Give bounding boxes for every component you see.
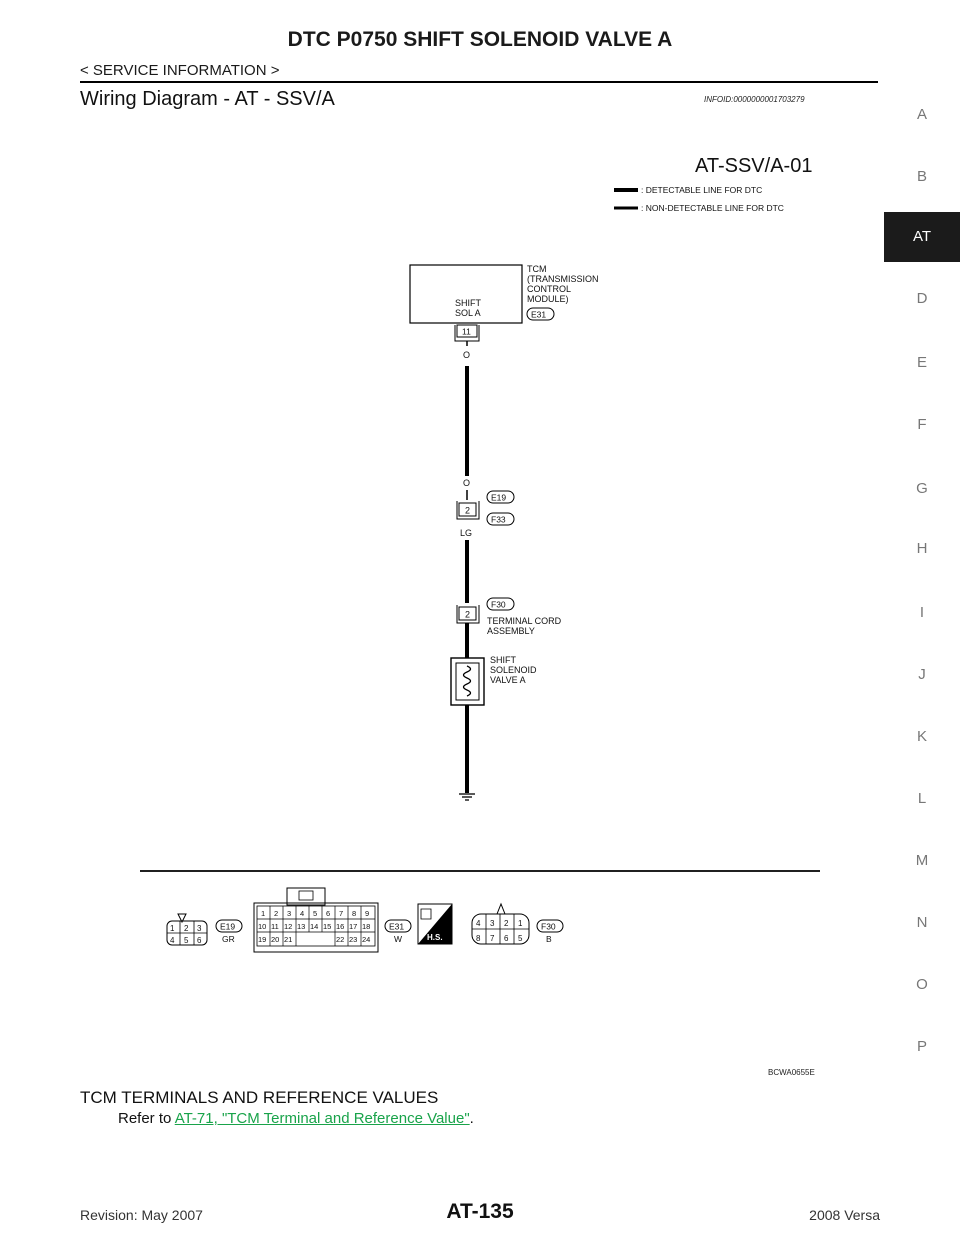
e31-pin-23: 23 bbox=[349, 935, 358, 944]
e31-pin-10: 10 bbox=[258, 922, 267, 931]
side-tab-m[interactable]: M bbox=[915, 852, 929, 869]
e31-pin-24: 24 bbox=[362, 935, 371, 944]
legend-non-detectable-text: : NON-DETECTABLE LINE FOR DTC bbox=[641, 203, 784, 213]
e31-pin-1: 1 bbox=[261, 909, 266, 918]
tcm-terminals-heading: TCM TERMINALS AND REFERENCE VALUES bbox=[80, 1088, 439, 1107]
tcm-pin-label-2: SOL A bbox=[455, 308, 481, 318]
solenoid-coil bbox=[464, 666, 471, 696]
e19-pin-5: 5 bbox=[184, 936, 189, 945]
e31-pin-17: 17 bbox=[349, 922, 358, 931]
solenoid-inner bbox=[456, 663, 479, 700]
e19-pin-6: 6 bbox=[197, 936, 202, 945]
side-tab-k[interactable]: K bbox=[916, 728, 927, 745]
footer-model: 2008 Versa bbox=[809, 1207, 880, 1223]
legend-detectable-text: : DETECTABLE LINE FOR DTC bbox=[641, 185, 763, 195]
wire-color-lower: LG bbox=[460, 528, 473, 538]
refer-line bbox=[118, 1110, 474, 1127]
side-tab-h[interactable]: H bbox=[916, 540, 928, 557]
section-title: Wiring Diagram - AT - SSV/A bbox=[80, 88, 335, 110]
solenoid-label-3: VALVE A bbox=[490, 675, 526, 685]
tc-label-2: ASSEMBLY bbox=[487, 626, 535, 636]
side-tab-l[interactable]: L bbox=[917, 790, 927, 807]
e31-pin-5: 5 bbox=[313, 909, 318, 918]
page-title: DTC P0750 SHIFT SOLENOID VALVE A bbox=[287, 28, 673, 51]
e31-pin-20: 20 bbox=[271, 935, 280, 944]
e31-pin-7: 7 bbox=[339, 909, 344, 918]
f30-pin-6: 6 bbox=[504, 934, 509, 943]
e31-pin-14: 14 bbox=[310, 922, 319, 931]
e19-connector-id: E19 bbox=[220, 921, 236, 932]
section-breadcrumb: < SERVICE INFORMATION > bbox=[80, 62, 280, 79]
e31-pin-19: 19 bbox=[258, 935, 267, 944]
side-tab-g[interactable]: G bbox=[916, 480, 928, 497]
e31-pin-21: 21 bbox=[284, 935, 293, 944]
hs-harness-side-icon bbox=[418, 904, 452, 944]
side-tab-b[interactable]: B bbox=[916, 168, 927, 185]
solenoid-label-1: SHIFT bbox=[490, 655, 516, 665]
image-code: BCWA0655E bbox=[768, 1068, 815, 1077]
f30-pin-1: 1 bbox=[518, 919, 523, 928]
e31-pin-13: 13 bbox=[297, 922, 306, 931]
e31-pin-12: 12 bbox=[284, 922, 293, 931]
f30-pin-3: 3 bbox=[490, 919, 495, 928]
joint-pin-number: 2 bbox=[465, 505, 471, 516]
f30-pin-5: 5 bbox=[518, 934, 523, 943]
e31-pin-9: 9 bbox=[365, 909, 370, 918]
joint-connector-2: F33 bbox=[491, 514, 506, 525]
f30-connector-id: F30 bbox=[541, 921, 556, 932]
tc-label-1: TERMINAL CORD bbox=[487, 616, 562, 626]
tcm-connector-id: E31 bbox=[531, 309, 547, 320]
refer-link[interactable]: AT-71, "TCM Terminal and Reference Value" bbox=[174, 1110, 470, 1127]
e31-key bbox=[287, 888, 325, 905]
refer-prefix: Refer to bbox=[118, 1110, 175, 1127]
e31-pin-2: 2 bbox=[274, 909, 279, 918]
side-tab-p[interactable]: P bbox=[916, 1038, 927, 1055]
e19-pin-3: 3 bbox=[197, 924, 202, 933]
tc-pin-number: 2 bbox=[465, 609, 471, 620]
e31-pin-11: 11 bbox=[271, 922, 279, 931]
e31-pin-3: 3 bbox=[287, 909, 292, 918]
refer-suffix: . bbox=[469, 1110, 474, 1127]
e31-pin-4: 4 bbox=[300, 909, 305, 918]
e31-pin-22: 22 bbox=[336, 935, 345, 944]
f30-key-icon bbox=[497, 904, 505, 914]
e31-pin-6: 6 bbox=[326, 909, 331, 918]
e19-pin-4: 4 bbox=[170, 936, 175, 945]
f30-wire-color: B bbox=[546, 934, 552, 944]
tcm-label-4: MODULE) bbox=[527, 294, 569, 304]
tcm-pin-label-1: SHIFT bbox=[455, 298, 481, 308]
side-tab-j[interactable]: J bbox=[918, 666, 926, 683]
tcm-pin-number: 11 bbox=[462, 326, 471, 337]
e31-connector-id: E31 bbox=[389, 921, 405, 932]
e31-pin-8: 8 bbox=[352, 909, 357, 918]
diagram-code: AT-SSV/A-01 bbox=[695, 155, 813, 177]
f30-pin-8: 8 bbox=[476, 934, 481, 943]
e19-pin-1: 1 bbox=[170, 924, 175, 933]
e31-pin-16: 16 bbox=[336, 922, 345, 931]
e31-pin-18: 18 bbox=[362, 922, 371, 931]
svg-text:H.S.: H.S. bbox=[427, 933, 443, 942]
side-tab-a[interactable]: A bbox=[916, 106, 927, 123]
side-tab-i[interactable]: I bbox=[919, 604, 925, 621]
e31-wire-color: W bbox=[394, 934, 403, 944]
tcm-label-1: TCM bbox=[527, 264, 547, 274]
info-id: INFOID:0000000001703279 bbox=[704, 95, 805, 104]
e19-pin-2: 2 bbox=[184, 924, 189, 933]
tcm-label-2: (TRANSMISSION bbox=[527, 274, 599, 284]
tcm-label-3: CONTROL bbox=[527, 284, 572, 294]
f30-pin-7: 7 bbox=[490, 934, 495, 943]
side-tab-at[interactable]: AT bbox=[884, 212, 960, 262]
solenoid-label-2: SOLENOID bbox=[490, 665, 537, 675]
side-tab-e[interactable]: E bbox=[916, 354, 927, 371]
f30-pin-4: 4 bbox=[476, 919, 481, 928]
side-tab-d[interactable]: D bbox=[916, 290, 928, 307]
tc-connector-id: F30 bbox=[491, 599, 506, 610]
side-tab-o[interactable]: O bbox=[916, 976, 928, 993]
f30-pin-2: 2 bbox=[504, 919, 509, 928]
side-tab-f[interactable]: F bbox=[917, 416, 927, 433]
wire-color-mid: O bbox=[463, 478, 471, 488]
wire-color-top: O bbox=[463, 350, 471, 360]
e31-pin-15: 15 bbox=[323, 922, 332, 931]
e19-wire-color: GR bbox=[222, 934, 235, 944]
side-tab-n[interactable]: N bbox=[916, 914, 928, 931]
footer-revision: Revision: May 2007 bbox=[80, 1207, 203, 1223]
footer-page-number: AT-135 bbox=[446, 1200, 514, 1223]
joint-connector-1: E19 bbox=[491, 492, 507, 503]
